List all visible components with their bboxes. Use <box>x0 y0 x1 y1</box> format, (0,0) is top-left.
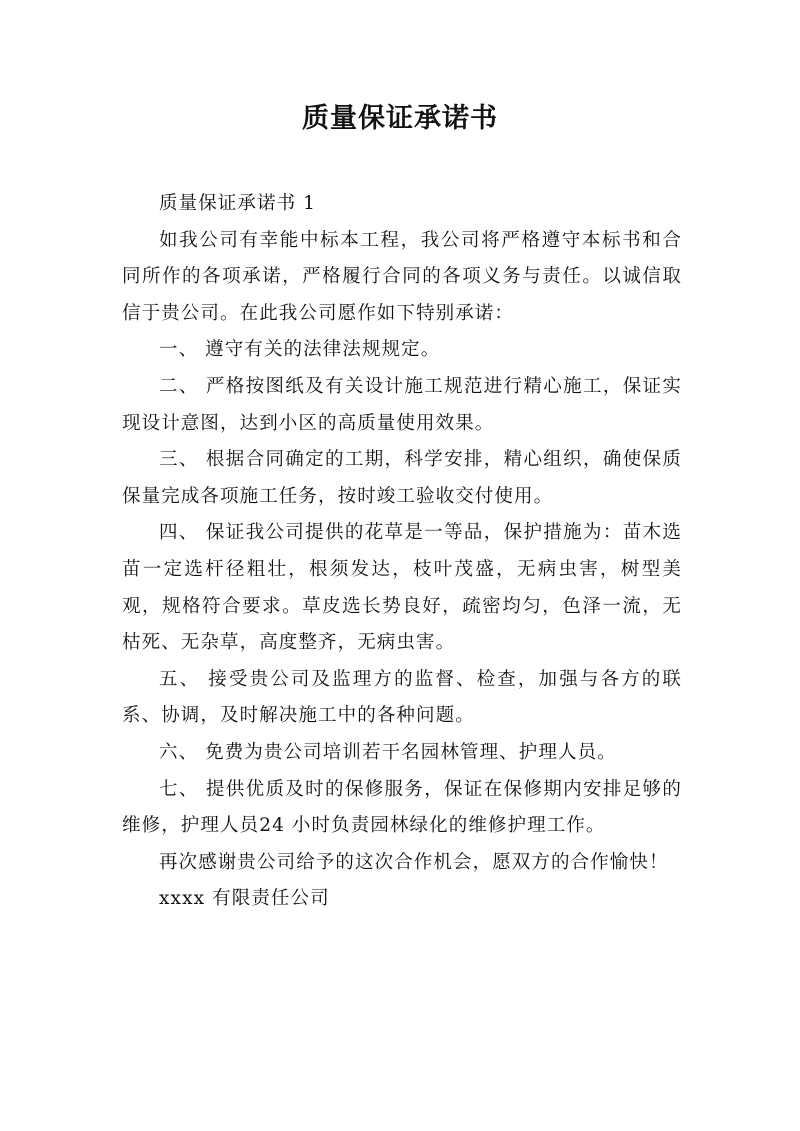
pledge-item-2: 二、 严格按图纸及有关设计施工规范进行精心施工，保证实现设计意图，达到小区的高质量使用效果。 <box>122 375 682 434</box>
document-title: 质量保证承诺书 <box>302 103 498 134</box>
subtitle-line: 质量保证承诺书 1 <box>159 193 317 214</box>
pledge-item-5: 五、 接受贵公司及监理方的监督、检查，加强与各方的联系、协调，及时解决施工中的各种问题。 <box>122 668 682 727</box>
pledge-item-7: 七、 提供优质及时的保修服务，保证在保修期内安排足够的维修，护理人员24 小时负责园林绿化的维修护理工作。 <box>122 778 682 837</box>
closing-paragraph: 再次感谢贵公司给予的这次合作机会，愿双方的合作愉快！ <box>159 851 669 873</box>
intro-paragraph: 如我公司有幸能中标本工程，我公司将严格遵守本标书和合同所作的各项承诺，严格履行合同的各项义务与责任。以诚信取信于贵公司。在此我公司愿作如下特别承诺： <box>122 229 682 324</box>
pledge-item-1: 一、 遵守有关的法律法规规定。 <box>159 339 441 361</box>
document-body <box>122 186 682 918</box>
pledge-item-3: 三、 根据合同确定的工期，科学安排，精心组织，确使保质保量完成各项施工任务，按时竣工验收交付使用。 <box>122 449 682 507</box>
signature-company: xxxx 有限责任公司 <box>159 888 330 910</box>
pledge-item-6: 六、 免费为贵公司培训若干名园林管理、护理人员。 <box>159 741 617 763</box>
pledge-item-4: 四、 保证我公司提供的花草是一等品，保护措施为：苗木选苗一定选杆径粗壮，根须发达，枝叶茂盛，无病虫害，树型美观，规格符合要求。草皮选长势良好，疏密均匀，色泽一流，无枯死、无杂草，高度整齐，无病虫害。 <box>122 522 682 654</box>
